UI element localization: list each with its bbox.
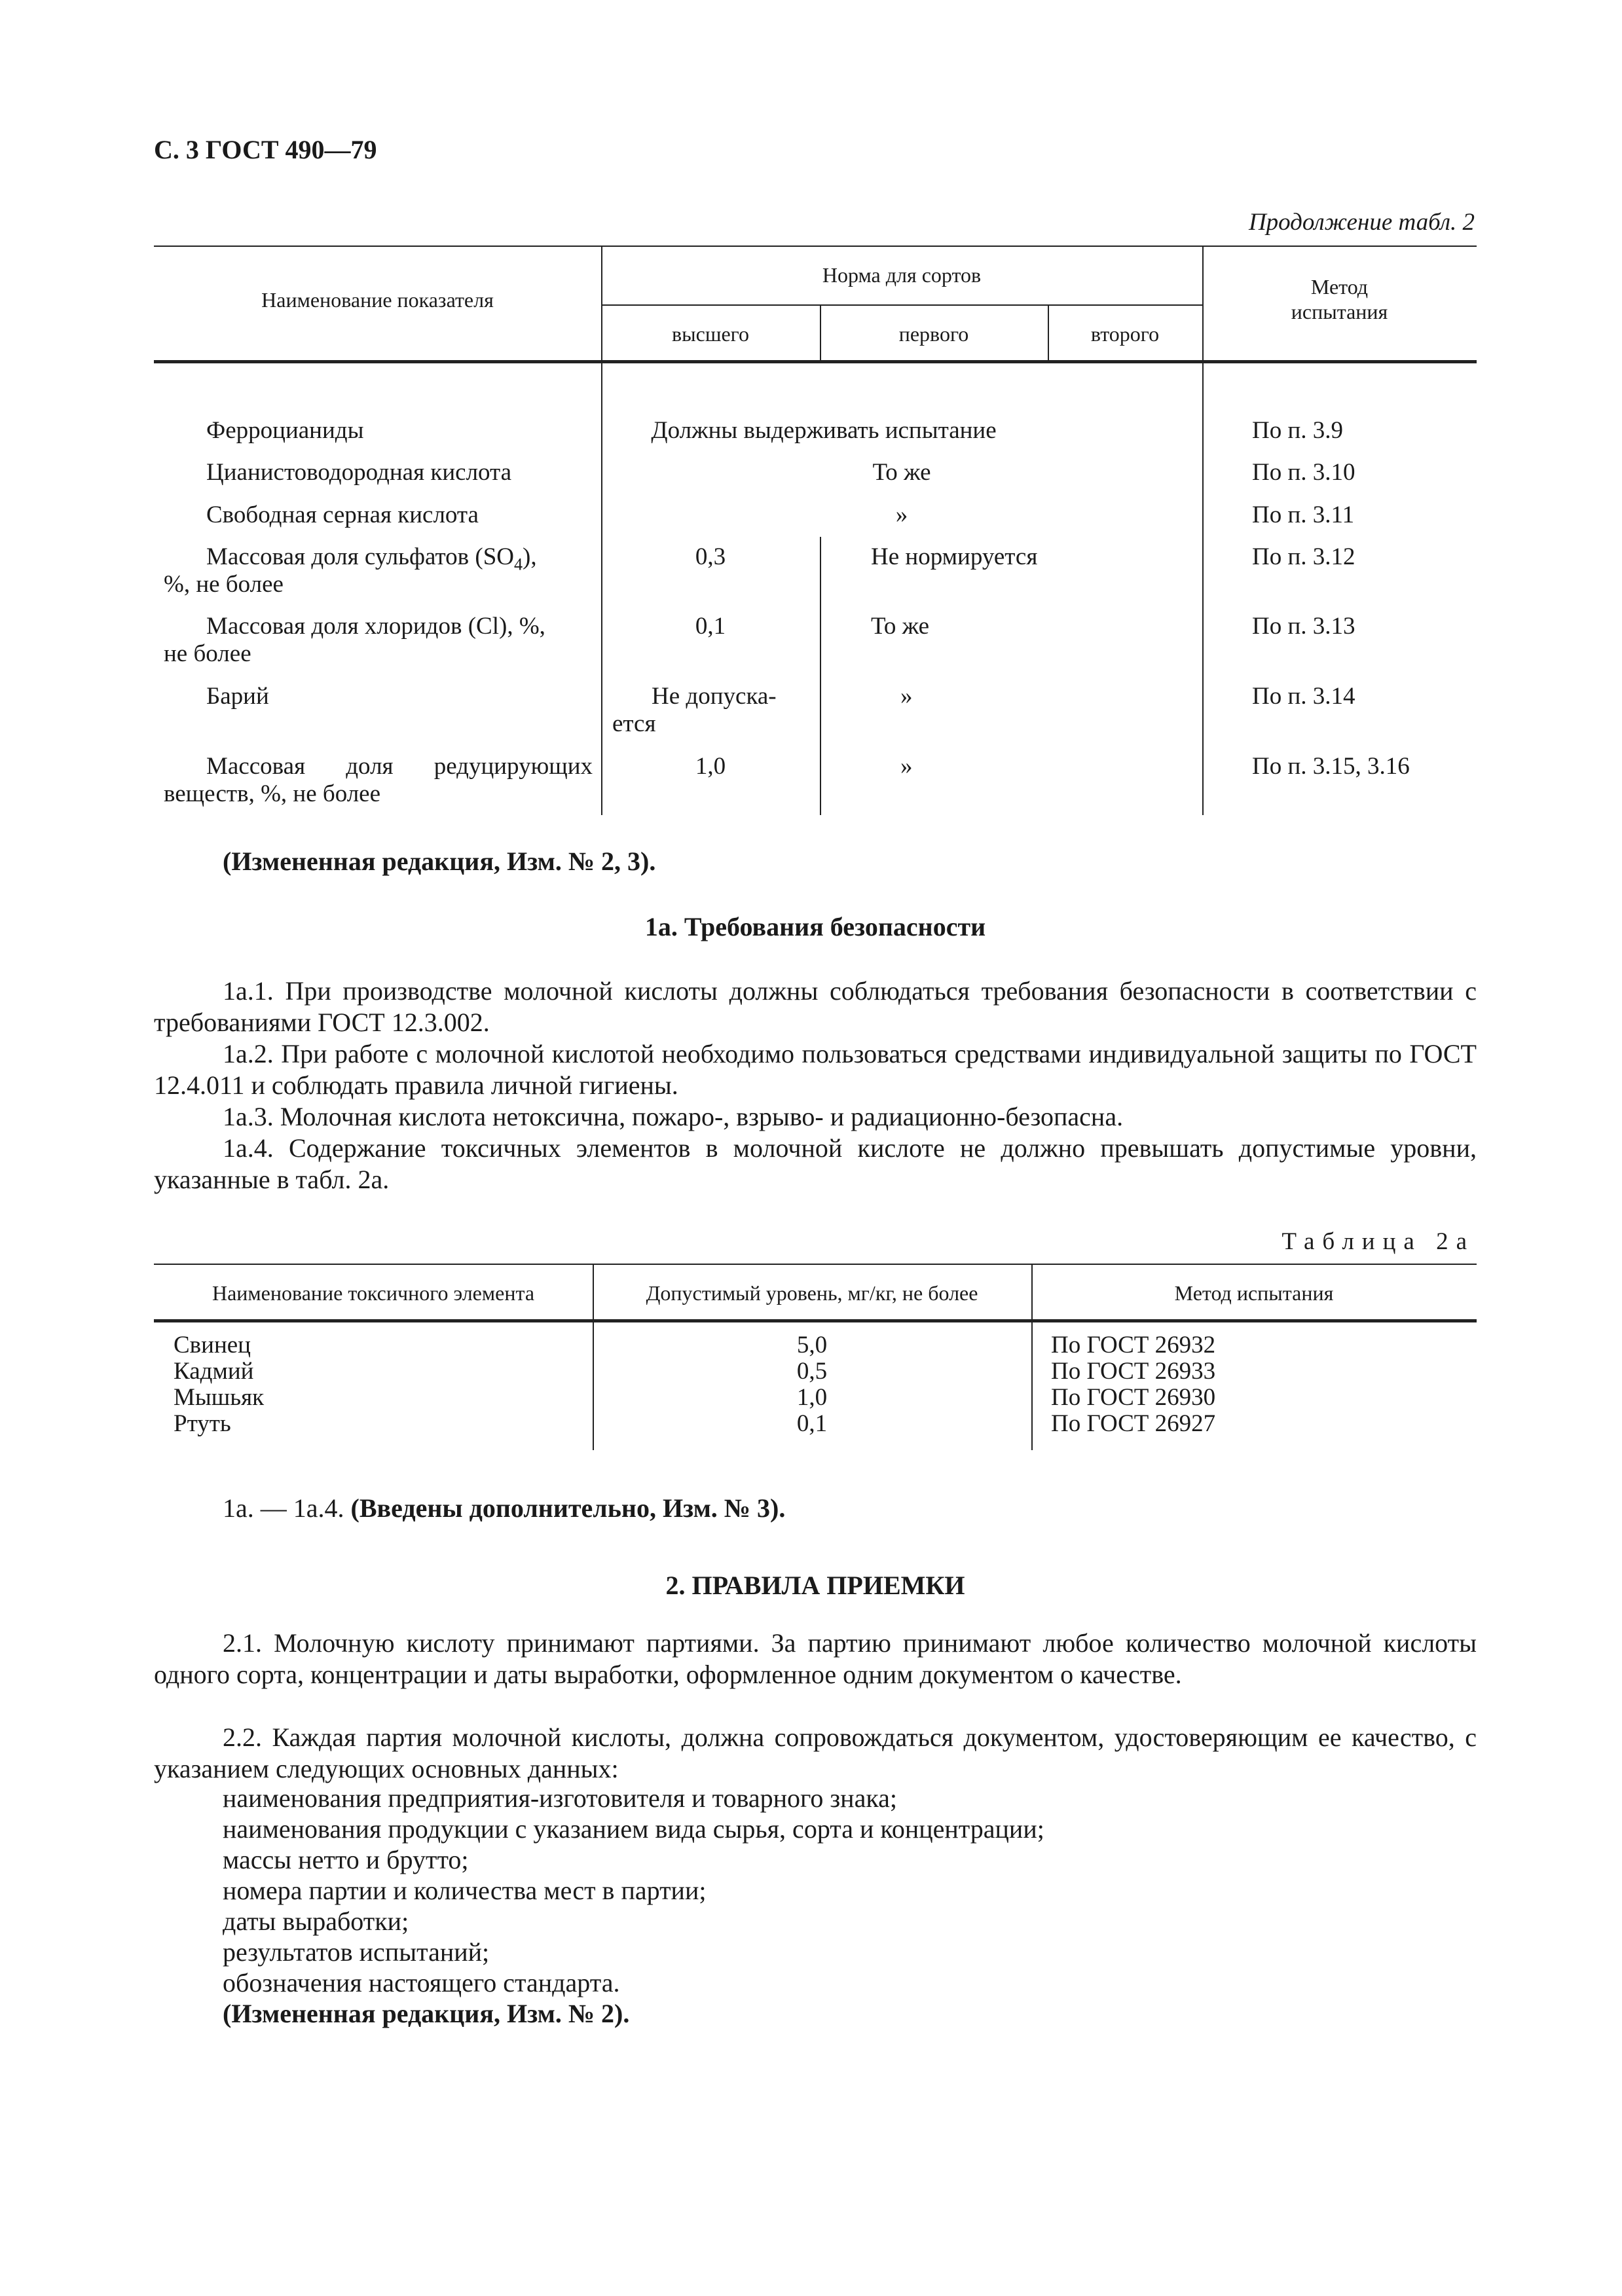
list-item: наименования продукции с указанием вида сырья, сорта и концентрации; — [223, 1814, 1044, 1844]
change-note: (Измененная редакция, Изм. № 2, 3). — [223, 847, 656, 876]
header-method: Метод испытания — [1174, 1281, 1334, 1305]
row-method: По п. 3.11 — [1252, 501, 1355, 528]
row-level: 1,0 — [796, 1384, 828, 1411]
row-name: Массовая доля сульфатов $(SO_4)$, — [206, 543, 537, 574]
header-sub-rule — [601, 304, 1202, 306]
col-divider — [1202, 246, 1204, 815]
table-continuation-label: Продолжение табл. 2 — [1248, 209, 1475, 236]
row-name: Ферроцианиды — [206, 417, 364, 444]
row-name: Массовая доля редуцирующих — [206, 753, 593, 780]
list-item: наименования предприятия-изготовителя и товарного знака; — [223, 1783, 898, 1813]
paragraph-1a3: 1а.3. Молочная кислота нетоксична, пожаро-, взрыво- и радиационно-безопасна. — [223, 1102, 1124, 1131]
header-name: Наименование показателя — [261, 288, 494, 312]
header-high: высшего — [672, 322, 749, 346]
row-level: 0,1 — [796, 1410, 828, 1437]
row-high-cont: ется — [612, 710, 656, 737]
row-name: Массовая доля хлоридов (Cl), %, — [206, 613, 545, 640]
header-first: первого — [898, 322, 969, 346]
row-high: 0,3 — [695, 543, 726, 570]
list-item: массы нетто и брутто; — [223, 1845, 469, 1874]
paragraph-2-2: 2.2. Каждая партия молочной кислоты, должна сопровождаться документом, удостоверяющим ее качество, с указанием следующих основных данных: — [154, 1722, 1477, 1783]
row-method: По ГОСТ 26933 — [1051, 1358, 1216, 1385]
header-second: второго — [1090, 322, 1160, 346]
table-top-rule — [154, 1264, 1477, 1265]
list-2-2 — [223, 1783, 1044, 2029]
row-method: По п. 3.14 — [1252, 683, 1355, 710]
row-element: Мышьяк — [174, 1384, 265, 1411]
row-high: Не допуска- — [652, 683, 777, 710]
list-item: номера партии и количества мест в партии; — [223, 1876, 707, 1905]
row-method: По ГОСТ 26927 — [1051, 1410, 1216, 1437]
row-method: По ГОСТ 26932 — [1051, 1332, 1216, 1358]
list-item: результатов испытаний; — [223, 1937, 490, 1967]
list-item: даты выработки; — [223, 1906, 409, 1936]
paragraph-1a4: 1а.4. Содержание токсичных элементов в молочной кислоте не должно превышать допустимые уровни, указанные в табл. 2а. — [154, 1133, 1477, 1194]
header-bottom-rule — [154, 360, 1477, 363]
row-other: Не нормируется — [871, 543, 1038, 570]
row-name: Свободная серная кислота — [206, 501, 479, 528]
header-element: Наименование токсичного элемента — [212, 1281, 535, 1305]
row-span-value: То же — [872, 459, 931, 486]
header-bottom-rule — [154, 1319, 1477, 1322]
row-method: По п. 3.10 — [1252, 459, 1355, 486]
row-high: 0,1 — [695, 613, 726, 640]
header-level: Допустимый уровень, мг/кг, не более — [646, 1281, 978, 1305]
section-1a-title: 1а. Требования безопасности — [644, 912, 986, 941]
header-method-2: испытания — [1291, 300, 1388, 323]
section-2-title: 2. ПРАВИЛА ПРИЕМКИ — [665, 1571, 965, 1600]
paragraph-2-1: 2.1. Молочную кислоту принимают партиями. За партию принимают любое количество молочной кислоты одного сорта, концентрации и даты выработки, оформленное одним документом о качестве. — [154, 1628, 1477, 1689]
row-span-value: » — [895, 501, 908, 528]
row-method: По п. 3.15, 3.16 — [1252, 753, 1410, 780]
row-name-cont: не более — [164, 640, 251, 667]
row-name-cont: %, не более — [164, 571, 284, 598]
row-method: По п. 3.9 — [1252, 417, 1344, 444]
row-name: Цианистоводородная кислота — [206, 459, 512, 486]
row-high: 1,0 — [695, 753, 726, 780]
table-top-rule — [154, 246, 1477, 247]
row-element: Кадмий — [174, 1358, 254, 1385]
paragraph-1a1: 1а.1. При производстве молочной кислоты должны соблюдаться требования безопасности в соответствии с требованиями ГОСТ 12.3.002. — [154, 976, 1477, 1037]
row-name: Барий — [206, 683, 269, 710]
row-method: По п. 3.13 — [1252, 613, 1355, 640]
row-other: » — [900, 683, 913, 710]
row-level: 0,5 — [796, 1358, 828, 1385]
col-divider — [820, 537, 821, 815]
change-note: (Измененная редакция, Изм. № 2). — [223, 1999, 630, 2028]
row-other: » — [900, 753, 913, 780]
note-1a: 1а. — 1а.4. (Введены дополнительно, Изм. № 3). — [223, 1493, 786, 1523]
row-level: 5,0 — [796, 1332, 828, 1358]
row-method: По п. 3.12 — [1252, 543, 1355, 570]
row-method: По ГОСТ 26930 — [1051, 1384, 1216, 1411]
row-other: То же — [871, 613, 930, 640]
row-element: Свинец — [174, 1332, 251, 1358]
list-item: обозначения настоящего стандарта. — [223, 1968, 620, 1997]
row-element: Ртуть — [174, 1410, 231, 1437]
header-method-1: Метод — [1310, 275, 1369, 299]
paragraph-1a2: 1а.2. При работе с молочной кислотой необходимо пользоваться средствами индивидуальной защиты по ГОСТ 12.4.011 и соблюдать правила личной гигиены. — [154, 1039, 1477, 1100]
row-name-cont: веществ, %, не более — [164, 780, 381, 807]
page-header: С. 3 ГОСТ 490—79 — [154, 135, 377, 164]
header-norm: Норма для сортов — [822, 263, 982, 287]
table-2a-caption: Таблица 2а — [1281, 1228, 1475, 1255]
row-span-value: Должны выдерживать испытание — [651, 417, 997, 444]
